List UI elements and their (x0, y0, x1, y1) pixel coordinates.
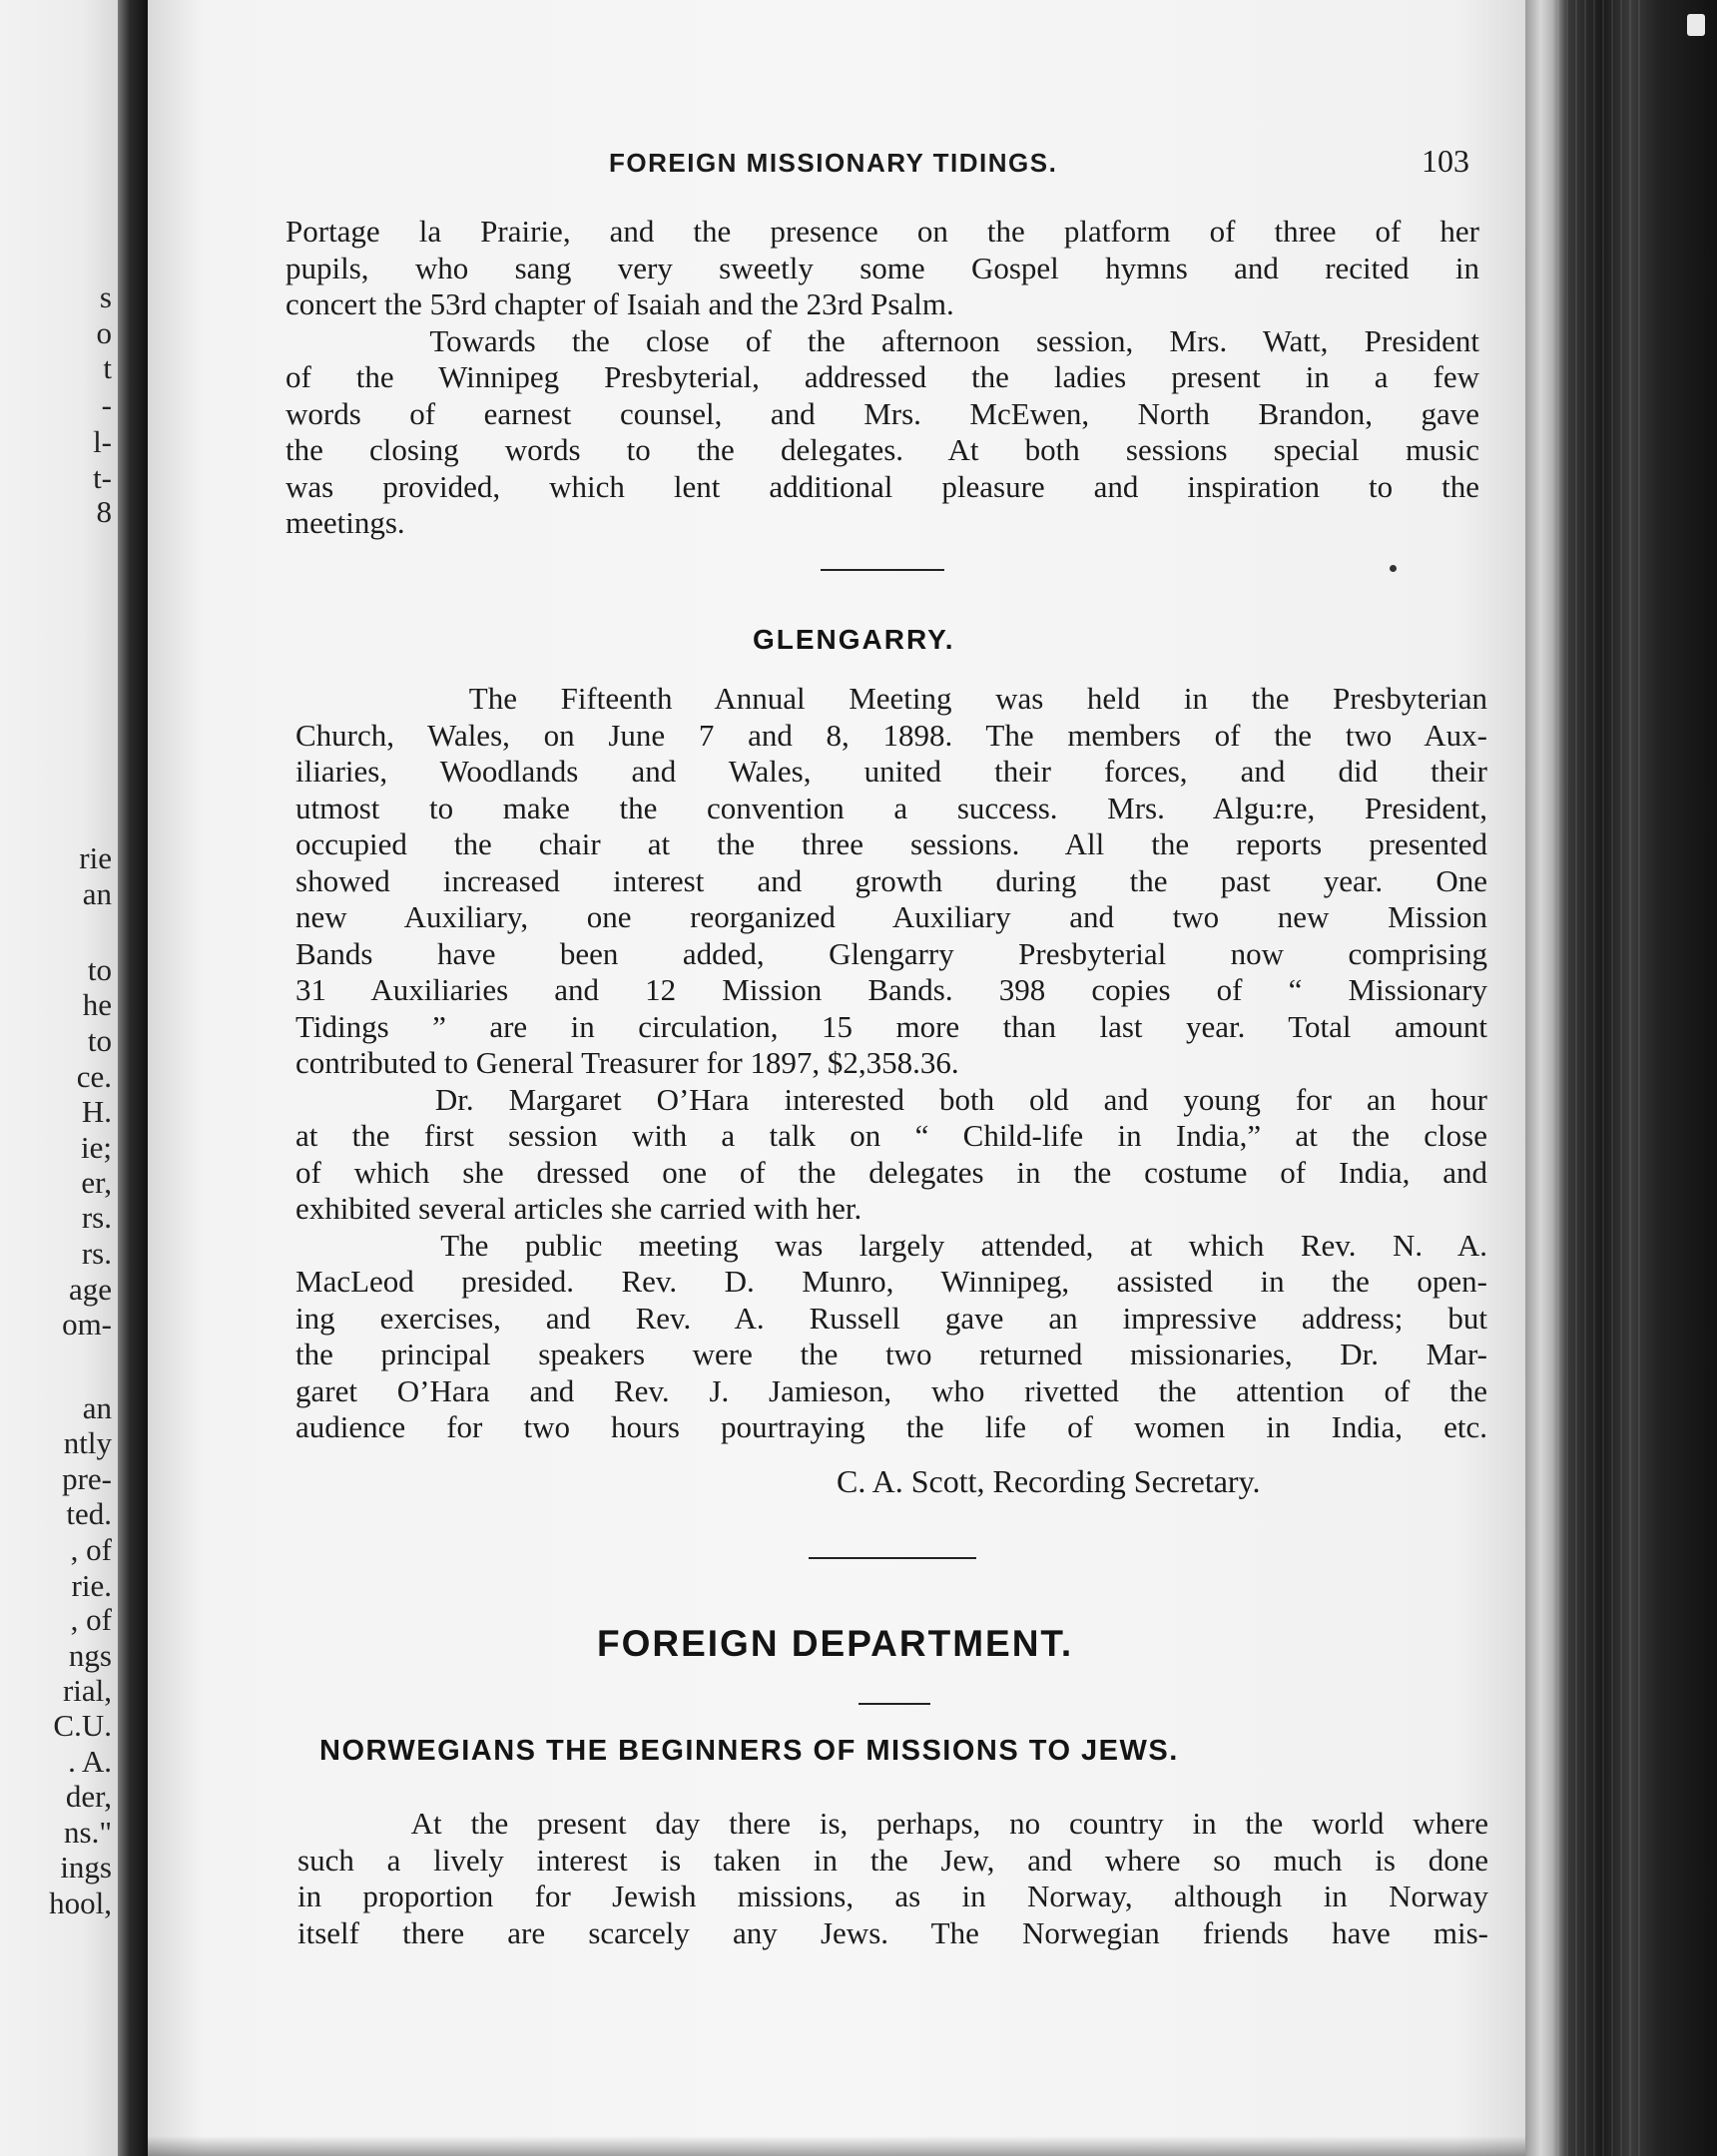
page-bottom-shadow (148, 2136, 1525, 2156)
facing-page-fragment: - (101, 387, 112, 422)
running-title: FOREIGN MISSIONARY TIDINGS. (609, 148, 1058, 178)
text-line: of which she dressed one of the delegates in the costume of India, and (295, 1154, 1487, 1190)
text-line: the principal speakers were the two returned missionaries, Dr. Mar- (295, 1337, 1487, 1371)
facing-page-fragment: ns." (64, 1815, 112, 1850)
facing-page-fragment: , of (70, 1602, 112, 1637)
text-line: The public meeting was largely attended, at which Rev. N. A. (295, 1227, 1487, 1263)
text-line: garet O’Hara and Rev. J. Jamieson, who rivetted the attention of the (295, 1372, 1487, 1408)
facing-page-fragment: t (103, 350, 112, 385)
text-line: such a lively interest is taken in the Jew, and where so much is done (297, 1842, 1488, 1878)
facing-page-fragment: to (87, 952, 112, 987)
facing-page-fragment: o (96, 315, 112, 350)
text-line: at the first session with a talk on “ Child-life in India,” at the close (295, 1118, 1487, 1153)
facing-page-fragment: rs. (81, 1200, 112, 1235)
section-divider (809, 1557, 976, 1559)
text-line: occupied the chair at the three sessions. All the reports presented (295, 826, 1487, 861)
article-title: NORWEGIANS THE BEGINNERS OF MISSIONS TO JEWS. (319, 1735, 1179, 1767)
text-line: utmost to make the convention a success. Mrs. Algu:re, President, (295, 790, 1487, 825)
winnipeg-report-text (286, 214, 1479, 542)
text-line: Tidings ” are in circulation, 15 more than last year. Total amount (295, 1008, 1487, 1044)
book-gutter (118, 0, 148, 2156)
facing-page-fragment: ce. (76, 1059, 112, 1094)
facing-page-fragment: ntly (63, 1425, 112, 1460)
facing-page-fragment: s (99, 279, 112, 314)
facing-page-fragment: ngs (68, 1638, 112, 1673)
facing-page-fragment: to (87, 1023, 112, 1058)
text-line: At the present day there is, perhaps, no country in the world where (297, 1806, 1488, 1841)
facing-page-fragment: rial, (62, 1673, 112, 1708)
facing-page-fragment: ted. (66, 1496, 112, 1531)
page-number: 103 (1422, 143, 1469, 179)
text-line: showed increased interest and growth during the past year. One (295, 862, 1487, 898)
facing-page-fragment: an (82, 876, 112, 911)
section-divider (858, 1703, 930, 1705)
text-line: Towards the close of the afternoon session, Mrs. Watt, President (286, 322, 1479, 358)
facing-page-fragment: der, (65, 1779, 112, 1814)
facing-page-fragment: l- (93, 424, 112, 459)
facing-page-fragment: om- (62, 1307, 112, 1342)
text-line: new Auxiliary, one reorganized Auxiliary and two new Mission (295, 899, 1487, 934)
text-line: itself there are scarcely any Jews. The Norwegian friends have mis- (297, 1914, 1488, 1950)
ink-speck (1390, 565, 1397, 572)
facing-page-fragment: C.U. (53, 1708, 112, 1743)
facing-page-fragment: age (68, 1272, 112, 1307)
facing-page-fragment: hool, (49, 1886, 112, 1920)
text-line: the closing words to the delegates. At both sessions special music (286, 432, 1479, 467)
text-line: The Fifteenth Annual Meeting was held in the Presbyterian (295, 681, 1487, 716)
text-line: concert the 53rd chapter of Isaiah and the 23rd Psalm. (286, 286, 954, 321)
text-line: ing exercises, and Rev. A. Russell gave an impressive address; but (295, 1300, 1487, 1336)
text-line: Portage la Prairie, and the presence on the platform of three of her (286, 214, 1479, 249)
text-line: in proportion for Jewish missions, as in Norway, although in Norway (297, 1879, 1488, 1913)
facing-page-edge (0, 0, 118, 2156)
facing-page-fragment: an (82, 1390, 112, 1425)
page-stack-lines (1557, 0, 1647, 2156)
text-line: Dr. Margaret O’Hara interested both old and young for an hour (295, 1081, 1487, 1117)
facing-page-fragment: rie (79, 840, 112, 875)
facing-page-fragment: , of (70, 1532, 112, 1567)
glengarry-report-text (295, 681, 1487, 1446)
facing-page-fragment: ings (60, 1850, 112, 1885)
text-line: of the Winnipeg Presbyterial, addressed the ladies present in a few (286, 359, 1479, 394)
facing-page-fragment: pre- (62, 1461, 112, 1496)
text-line: pupils, who sang very sweetly some Gospel hymns and recited in (286, 250, 1479, 285)
facing-page-fragment: 8 (96, 494, 112, 529)
facing-page-fragment: he (82, 987, 112, 1022)
text-line: exhibited several articles she carried with her. (295, 1191, 862, 1226)
facing-page-fragment: rie. (71, 1568, 112, 1603)
facing-page-fragment: t- (93, 460, 112, 495)
glengarry-heading: GLENGARRY. (753, 624, 955, 655)
facing-page-fragment: er, (81, 1165, 112, 1200)
facing-page-fragment: ie; (81, 1130, 112, 1165)
facing-page-fragment: rs. (81, 1236, 112, 1271)
section-divider (821, 569, 944, 571)
text-line: contributed to General Treasurer for 1897, $2,358.36. (295, 1045, 959, 1080)
facing-page-fragment: . A. (68, 1744, 112, 1779)
text-line: Bands have been added, Glengarry Presbyterial now comprising (295, 935, 1487, 971)
signature-line: C. A. Scott, Recording Secretary. (837, 1463, 1261, 1499)
text-line: 31 Auxiliaries and 12 Mission Bands. 398 copies of “ Missionary (295, 972, 1487, 1007)
text-line: meetings. (286, 505, 405, 540)
text-line: Church, Wales, on June 7 and 8, 1898. The members of the two Aux- (295, 717, 1487, 753)
text-line: audience for two hours pourtraying the life of women in India, etc. (295, 1409, 1487, 1444)
text-line: iliaries, Woodlands and Wales, united their forces, and did their (295, 754, 1487, 789)
text-line: was provided, which lent additional pleasure and inspiration to the (286, 468, 1479, 504)
article-body-text (297, 1806, 1488, 1951)
text-line: words of earnest counsel, and Mrs. McEwen, North Brandon, gave (286, 395, 1479, 431)
facing-page-fragment: H. (81, 1094, 112, 1129)
corner-mark-icon (1687, 14, 1705, 36)
foreign-department-heading: FOREIGN DEPARTMENT. (597, 1623, 1074, 1664)
text-line: MacLeod presided. Rev. D. Munro, Winnipeg, assisted in the open- (295, 1264, 1487, 1299)
